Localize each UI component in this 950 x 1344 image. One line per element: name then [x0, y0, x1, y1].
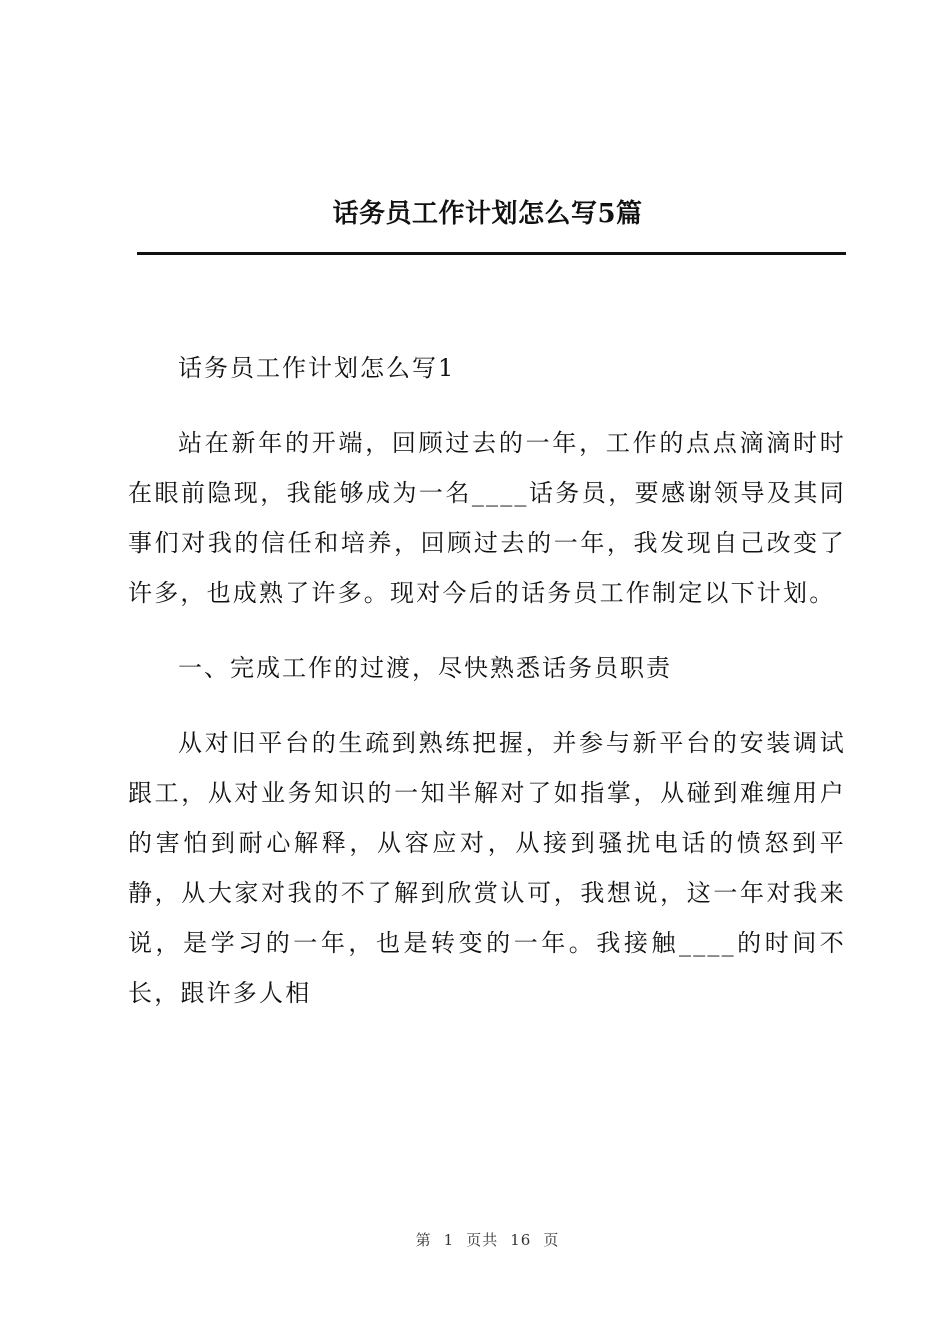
footer-current-page: 1: [443, 1231, 455, 1249]
footer-total-pages: 16: [510, 1231, 532, 1249]
title-underline: [137, 252, 846, 255]
footer-prefix: 第: [415, 1231, 432, 1249]
subsection-heading: 一、完成工作的过渡，尽快熟悉话务员职责: [178, 654, 672, 682]
document-title: 话务员工作计划怎么写5篇: [332, 199, 643, 229]
section-heading: 话务员工作计划怎么写1: [178, 354, 456, 382]
document-body: [128, 343, 846, 1043]
page-footer: [0, 1229, 950, 1250]
paragraph-body: 从对旧平台的生疏到熟练把握，并参与新平台的安装调试跟工，从对业务知识的一知半解对了如指掌，从碰到难缠用户的害怕到耐心解释，从容应对，从接到骚扰电话的愤怒到平静，从大家对我的不了解到欣赏认可，我想说，这一年对我来说，是学习的一年，也是转变的一年。我接触____的时间不长，跟许多人相: [128, 729, 846, 1007]
paragraph-intro: 站在新年的开端，回顾过去的一年，工作的点点滴滴时时在眼前隐现，我能够成为一名____话务员，要感谢领导及其同事们对我的信任和培养，回顾过去的一年，我发现自己改变了许多，也成熟了许多。现对今后的话务员工作制定以下计划。: [128, 429, 846, 607]
footer-middle: 页共: [466, 1231, 499, 1249]
footer-suffix: 页: [543, 1231, 560, 1249]
